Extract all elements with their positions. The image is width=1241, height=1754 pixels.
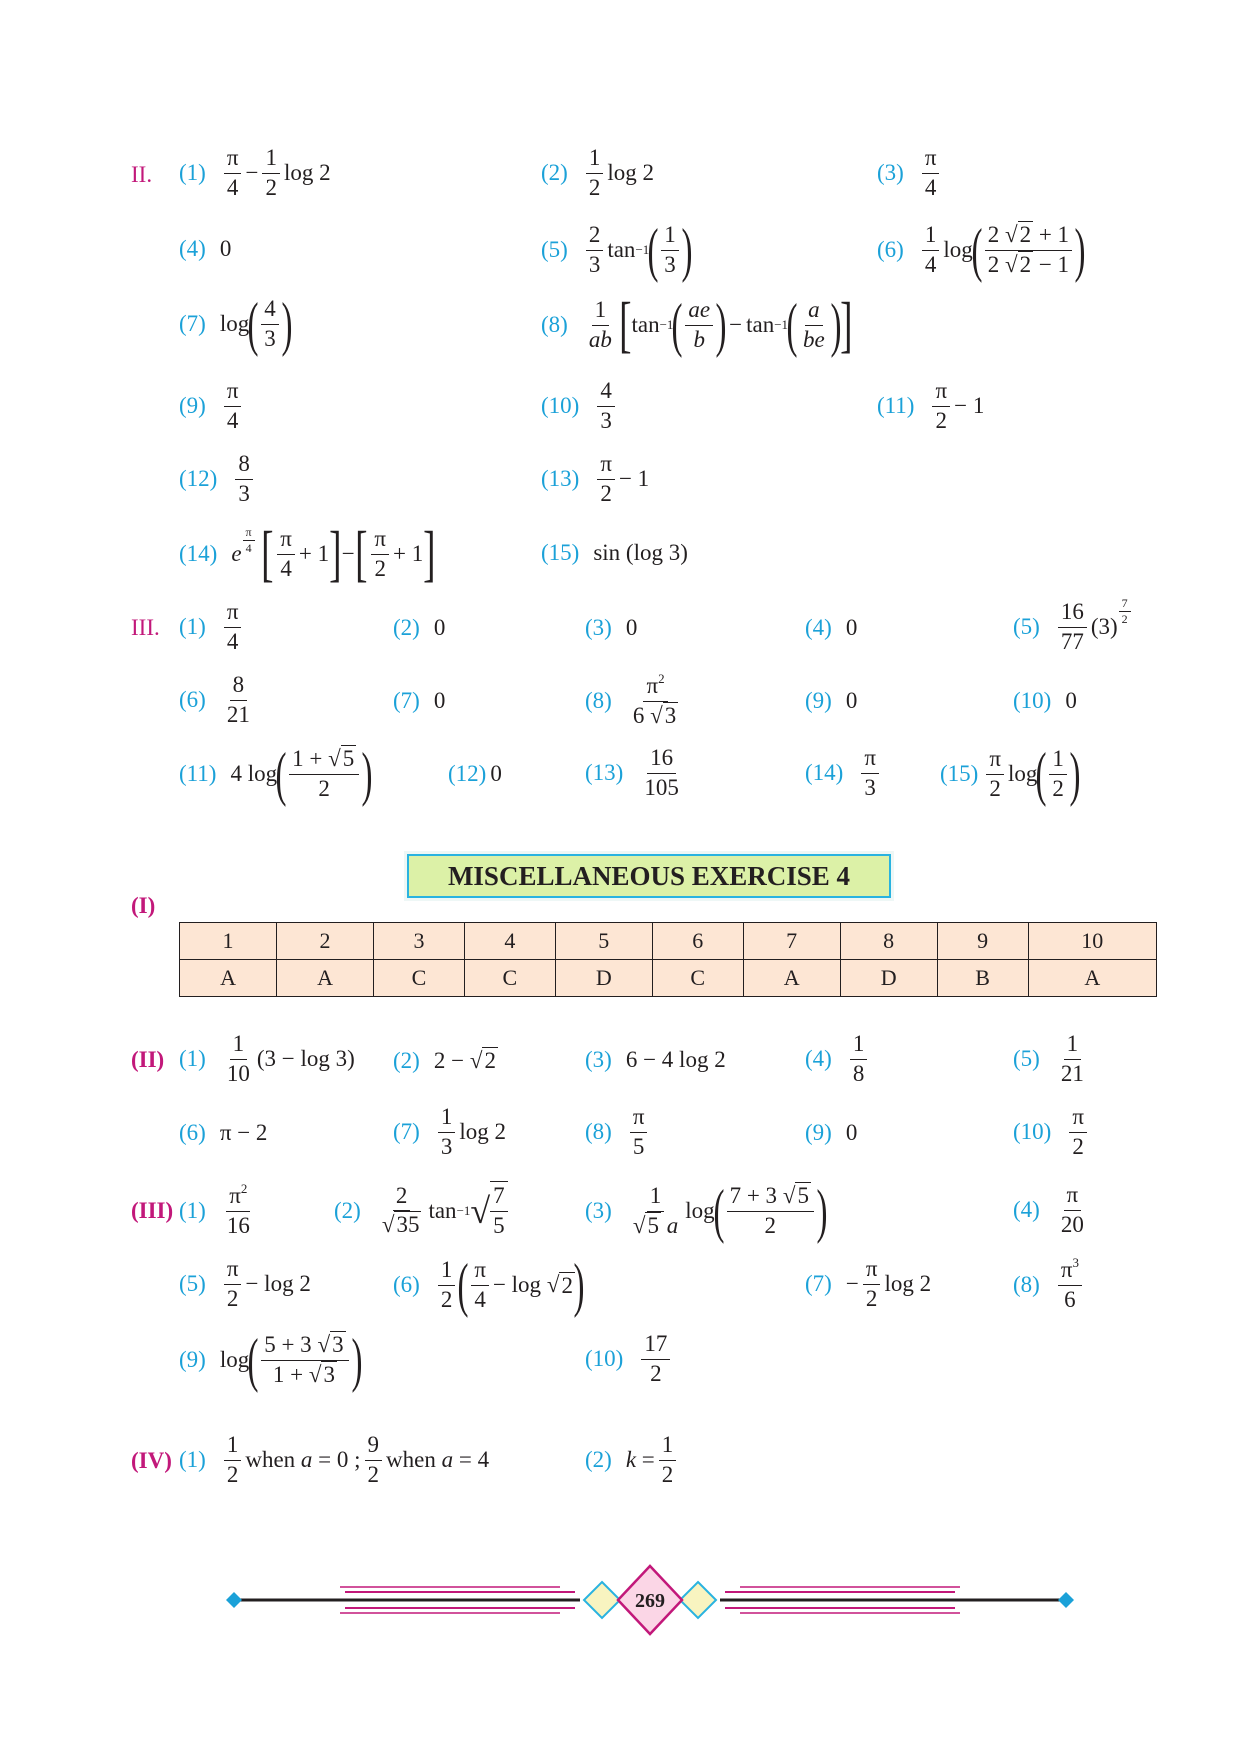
table-cell: C [652, 960, 743, 997]
misc-answer-ii-6: (6) π − 2 [179, 1120, 268, 1145]
answer-iii-2: (2) 0 [393, 615, 446, 640]
answer-iii-4: (4) 0 [805, 615, 858, 640]
table-cell: D [555, 960, 652, 997]
answer-ii-13: (13) $\frac{\pi}{2}$ − 1 [541, 451, 650, 506]
answer-ii-3: (3) $\frac{\pi}{4}$ [877, 144, 943, 203]
misc-answer-iv-1: (1) $\frac{1}{2}$ when a = 0 ; $\frac{9}{2}$ when a = 4 [179, 1432, 490, 1487]
misc-answer-ii-7: (7) $\frac{1}{3}$ log 2 [393, 1104, 506, 1159]
footer-ornament [220, 1560, 1080, 1640]
table-cell: A [743, 960, 840, 997]
answer-ii-6: (6) $\frac{1}{4}$ log ( $\frac{2 √2 + 1}{2 √2 - 1}$ ) [877, 217, 1086, 283]
answer-iii-5: (5) $\frac{16}{77}$ (3) $\frac{7}{2}$ [1013, 598, 1132, 657]
misc-answer-iv-2: (2) k = $\frac{1}{2}$ [585, 1431, 680, 1490]
answer-iii-14: (14) $\frac{\pi}{3}$ [805, 744, 883, 803]
misc-answer-ii-4: (4) $\frac{1}{8}$ [805, 1030, 871, 1089]
table-cell: 1 [180, 923, 277, 960]
answer-ii-4: (4) 0 [179, 236, 232, 261]
misc-exercise-title: MISCELLANEOUS EXERCISE 4 [407, 854, 891, 898]
misc-answer-ii-3: (3) 6 − 4 log 2 [585, 1047, 726, 1072]
diamond-icon-inner-right [680, 1582, 716, 1618]
table-cell: 8 [840, 923, 937, 960]
answer-iii-3: (3) 0 [585, 615, 638, 640]
table-cell: 7 [743, 923, 840, 960]
answer-ii-7: (7) log ( $\frac{4}{3}$ ) [179, 291, 293, 357]
misc-answer-ii-9: (9) 0 [805, 1120, 858, 1145]
misc-answer-iii-2: (2) $\frac{2}{√35}$ tan −1 √ $\frac{7}{5}$ [334, 1181, 512, 1241]
table-cell: 4 [464, 923, 555, 960]
table-cell: C [464, 960, 555, 997]
section-label-iii: III. [131, 615, 160, 640]
answer-ii-1: (1) $\frac{\pi}{4}$ − $\frac{1}{2}$ log 2 [179, 145, 331, 200]
table-answer-row [180, 960, 1157, 997]
answer-iii-8: (8) $\frac{\pi^2}{6 √3}$ [585, 671, 677, 728]
table-cell: 2 [277, 923, 374, 960]
answer-ii-2: (2) $\frac{1}{2}$ log 2 [541, 145, 654, 200]
answer-iii-13: (13) $\frac{16}{105}$ [585, 745, 679, 800]
table-cell: B [937, 960, 1028, 997]
answer-iii-9: (9) 0 [805, 688, 858, 713]
answer-ii-5: (5) $\frac{2}{3}$ tan −1 ( $\frac{1}{3}$ ) [541, 217, 693, 283]
answer-ii-12: (12) $\frac{8}{3}$ [179, 450, 257, 509]
misc-answer-iii-10: (10) $\frac{17}{2}$ [585, 1330, 674, 1389]
table-cell: 6 [652, 923, 743, 960]
answer-iii-15: (15) $\frac{\pi}{2}$ log ( $\frac{1}{2}$ ) [940, 741, 1081, 807]
section-label-ii: II. [131, 162, 153, 187]
misc-section-label-iv: (IV) [131, 1448, 172, 1473]
footer-line-right [720, 1587, 1066, 1613]
misc-section-label-iii: (III) [131, 1198, 174, 1223]
mcq-answer-table [179, 922, 1157, 997]
answer-ii-15: (15) sin (log 3) [541, 540, 688, 565]
misc-answer-iii-5: (5) $\frac{\pi}{2}$ − log 2 [179, 1256, 311, 1311]
diamond-icon-right [1058, 1592, 1074, 1608]
answer-ii-8: (8) $\frac{1}{ab}$ [ tan −1 ( $\frac{ae}{b}$ ) − tan −1 ( $\frac{a}{be}$ ) ] [541, 291, 853, 359]
misc-section-label-i: (I) [131, 893, 156, 918]
misc-answer-iii-6: (6) $\frac{1}{2}$ ( $\frac{\pi}{4}$ − log √ 2 ) [393, 1252, 585, 1318]
answer-iii-10: (10) 0 [1013, 688, 1077, 713]
table-cell: A [277, 960, 374, 997]
diamond-icon-inner-left [584, 1582, 620, 1618]
misc-answer-ii-8: (8) $\frac{\pi}{5}$ [585, 1103, 651, 1162]
answer-iii-7: (7) 0 [393, 688, 446, 713]
answer-iii-11: (11) 4 log ( $\frac{1 + √5}{2}$ ) [179, 741, 373, 807]
table-cell: 3 [374, 923, 465, 960]
misc-answer-ii-5: (5) $\frac{1}{21}$ [1013, 1031, 1084, 1086]
page-number: 269 [635, 1590, 665, 1612]
answer-iii-6: (6) $\frac{8}{21}$ [179, 672, 250, 727]
table-cell: A [1028, 960, 1156, 997]
table-cell: 5 [555, 923, 652, 960]
misc-answer-iii-4: (4) $\frac{\pi}{20}$ [1013, 1182, 1084, 1237]
misc-answer-iii-8: (8) $\frac{\pi^3}{6}$ [1013, 1255, 1086, 1315]
misc-section-label-ii: (II) [131, 1047, 165, 1072]
misc-answer-ii-1: (1) $\frac{1}{10}$ (3 − log 3) [179, 1031, 355, 1086]
misc-answer-iii-7: (7) − $\frac{\pi}{2}$ log 2 [805, 1256, 932, 1311]
misc-answer-ii-2: (2) 2 − √ 2 [393, 1047, 496, 1073]
misc-answer-iii-9: (9) log ( $\frac{5 + 3 √3}{1 + √3}$ ) [179, 1327, 363, 1393]
table-cell: 9 [937, 923, 1028, 960]
footer-line-left [234, 1587, 580, 1613]
table-cell: D [840, 960, 937, 997]
table-header-row [180, 923, 1157, 960]
answer-iii-12: (12) 0 [448, 761, 502, 786]
table-cell: A [180, 960, 277, 997]
misc-answer-ii-10: (10) $\frac{\pi}{2}$ [1013, 1103, 1091, 1162]
answer-ii-11: (11) $\frac{\pi}{2}$ − 1 [877, 378, 985, 433]
answer-ii-9: (9) $\frac{\pi}{4}$ [179, 377, 245, 436]
misc-answer-iii-1: (1) $\frac{\pi^2}{16}$ [179, 1181, 250, 1238]
misc-answer-iii-3: (3) $\frac{1}{√5 a}$ log ( $\frac{7 + 3 √5}{2}$ ) [585, 1178, 828, 1244]
table-cell: C [374, 960, 465, 997]
answer-ii-14: (14) e $\frac{\pi}{4}$ [ $\frac{\pi}{4}$ + 1 ] − [ $\frac{\pi}{2}$ + 1 ] [179, 520, 436, 588]
table-cell: 10 [1028, 923, 1156, 960]
diamond-icon-left [226, 1592, 242, 1608]
answer-iii-1: (1) $\frac{\pi}{4}$ [179, 598, 245, 657]
answer-ii-10: (10) $\frac{4}{3}$ [541, 377, 619, 436]
